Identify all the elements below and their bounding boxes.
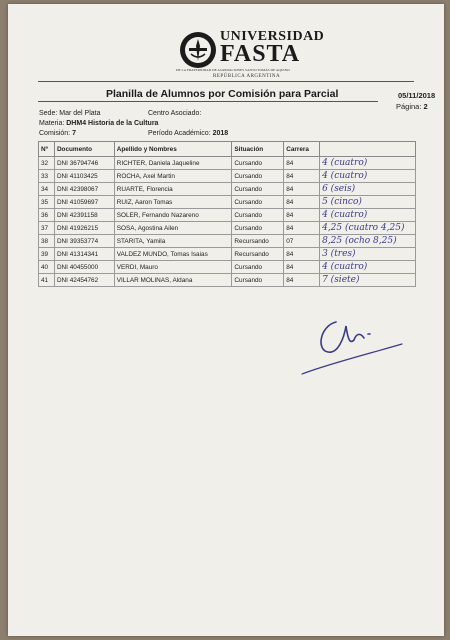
row-status: Cursando bbox=[232, 157, 284, 170]
row-grade: 5 (cinco) bbox=[320, 196, 416, 209]
row-number: 39 bbox=[39, 248, 55, 261]
row-career: 84 bbox=[284, 196, 320, 209]
row-document: DNI 42398067 bbox=[54, 183, 114, 196]
logo-tagline: DE LA FRATERNIDAD DE AGRUPACIONES SANTO TOMÁS DE AQUINO bbox=[176, 68, 290, 72]
row-name: RUIZ, Aaron Tomas bbox=[114, 196, 232, 209]
row-status: Cursando bbox=[232, 261, 284, 274]
table-row bbox=[39, 209, 416, 222]
col-number: Nº bbox=[39, 142, 55, 157]
row-status: Cursando bbox=[232, 222, 284, 235]
logo-country: REPÚBLICA ARGENTINA bbox=[213, 74, 281, 79]
table-row bbox=[39, 235, 416, 248]
row-name: RICHTER, Daniela Jaqueline bbox=[114, 157, 232, 170]
handwritten-signature bbox=[298, 304, 408, 379]
row-document: DNI 41926215 bbox=[54, 222, 114, 235]
row-number: 34 bbox=[39, 183, 55, 196]
university-emblem-icon bbox=[178, 30, 218, 70]
students-table bbox=[38, 141, 416, 287]
row-grade: 4 (cuatro) bbox=[320, 209, 416, 222]
row-career: 84 bbox=[284, 157, 320, 170]
row-grade: 4 (cuatro) bbox=[320, 170, 416, 183]
row-document: DNI 39353774 bbox=[54, 235, 114, 248]
document-date: 05/11/2018 bbox=[398, 91, 436, 100]
row-name: STARITA, Yamila bbox=[114, 235, 232, 248]
row-document: DNI 42391158 bbox=[54, 209, 114, 222]
page-number: Página: 2 bbox=[396, 102, 428, 111]
row-name: VERDI, Mauro bbox=[114, 261, 232, 274]
row-document: DNI 41103425 bbox=[54, 170, 114, 183]
row-status: Cursando bbox=[232, 209, 284, 222]
logo-university: UNIVERSIDAD bbox=[220, 29, 325, 44]
centro-info: Centro Asociado: bbox=[148, 110, 202, 117]
row-document: DNI 41059697 bbox=[54, 196, 114, 209]
row-career: 07 bbox=[284, 235, 320, 248]
row-number: 38 bbox=[39, 235, 55, 248]
row-document: DNI 36794746 bbox=[54, 157, 114, 170]
col-career: Carrera bbox=[284, 142, 320, 157]
comision-info: Comisión: 7 bbox=[39, 130, 76, 137]
periodo-info: Período Académico: 2018 bbox=[148, 130, 229, 137]
row-number: 41 bbox=[39, 274, 55, 287]
logo-brand: FASTA bbox=[220, 41, 301, 67]
row-number: 40 bbox=[39, 261, 55, 274]
row-name: VALDEZ MUNDO, Tomas Isaias bbox=[114, 248, 232, 261]
table-row bbox=[39, 196, 416, 209]
row-grade: 6 (seis) bbox=[320, 183, 416, 196]
sede-info: Sede: Mar del Plata bbox=[39, 110, 101, 117]
row-name: SOSA, Agostina Ailen bbox=[114, 222, 232, 235]
row-status: Recursando bbox=[232, 235, 284, 248]
row-document: DNI 41314341 bbox=[54, 248, 114, 261]
title-underline bbox=[38, 101, 378, 102]
col-document: Documento bbox=[54, 142, 114, 157]
row-career: 84 bbox=[284, 261, 320, 274]
row-career: 84 bbox=[284, 222, 320, 235]
row-status: Cursando bbox=[232, 274, 284, 287]
row-grade: 3 (tres) bbox=[320, 248, 416, 261]
row-career: 84 bbox=[284, 248, 320, 261]
row-career: 84 bbox=[284, 183, 320, 196]
table-row bbox=[39, 261, 416, 274]
row-grade: 4 (cuatro) bbox=[320, 261, 416, 274]
row-grade: 4 (cuatro) bbox=[320, 157, 416, 170]
row-name: SOLER, Fernando Nazareno bbox=[114, 209, 232, 222]
row-grade: 4,25 (cuatro 4,25) bbox=[320, 222, 416, 235]
row-grade: 8,25 (ocho 8,25) bbox=[320, 235, 416, 248]
col-grade bbox=[320, 142, 416, 157]
table-header bbox=[39, 142, 416, 157]
table-row bbox=[39, 222, 416, 235]
row-status: Cursando bbox=[232, 183, 284, 196]
document-page bbox=[8, 4, 444, 636]
col-status: Situación bbox=[232, 142, 284, 157]
table-row bbox=[39, 183, 416, 196]
table-row bbox=[39, 157, 416, 170]
document-title: Planilla de Alumnos por Comisión para Parcial bbox=[106, 88, 339, 100]
row-grade: 7 (siete) bbox=[320, 274, 416, 287]
row-number: 33 bbox=[39, 170, 55, 183]
row-status: Cursando bbox=[232, 196, 284, 209]
row-status: Recursando bbox=[232, 248, 284, 261]
table-row bbox=[39, 248, 416, 261]
row-document: DNI 40455000 bbox=[54, 261, 114, 274]
row-document: DNI 42454762 bbox=[54, 274, 114, 287]
header-divider bbox=[38, 81, 414, 82]
row-name: VILLAR MOLINAS, Aldana bbox=[114, 274, 232, 287]
row-status: Cursando bbox=[232, 170, 284, 183]
row-number: 37 bbox=[39, 222, 55, 235]
row-career: 84 bbox=[284, 274, 320, 287]
row-number: 35 bbox=[39, 196, 55, 209]
row-number: 32 bbox=[39, 157, 55, 170]
materia-info: Materia: DHM4 Historia de la Cultura bbox=[39, 120, 159, 127]
row-career: 84 bbox=[284, 170, 320, 183]
row-name: ROCHA, Axel Martin bbox=[114, 170, 232, 183]
row-number: 36 bbox=[39, 209, 55, 222]
row-name: RUARTE, Florencia bbox=[114, 183, 232, 196]
col-name: Apellido y Nombres bbox=[114, 142, 232, 157]
row-career: 84 bbox=[284, 209, 320, 222]
table-row bbox=[39, 170, 416, 183]
table-row bbox=[39, 274, 416, 287]
